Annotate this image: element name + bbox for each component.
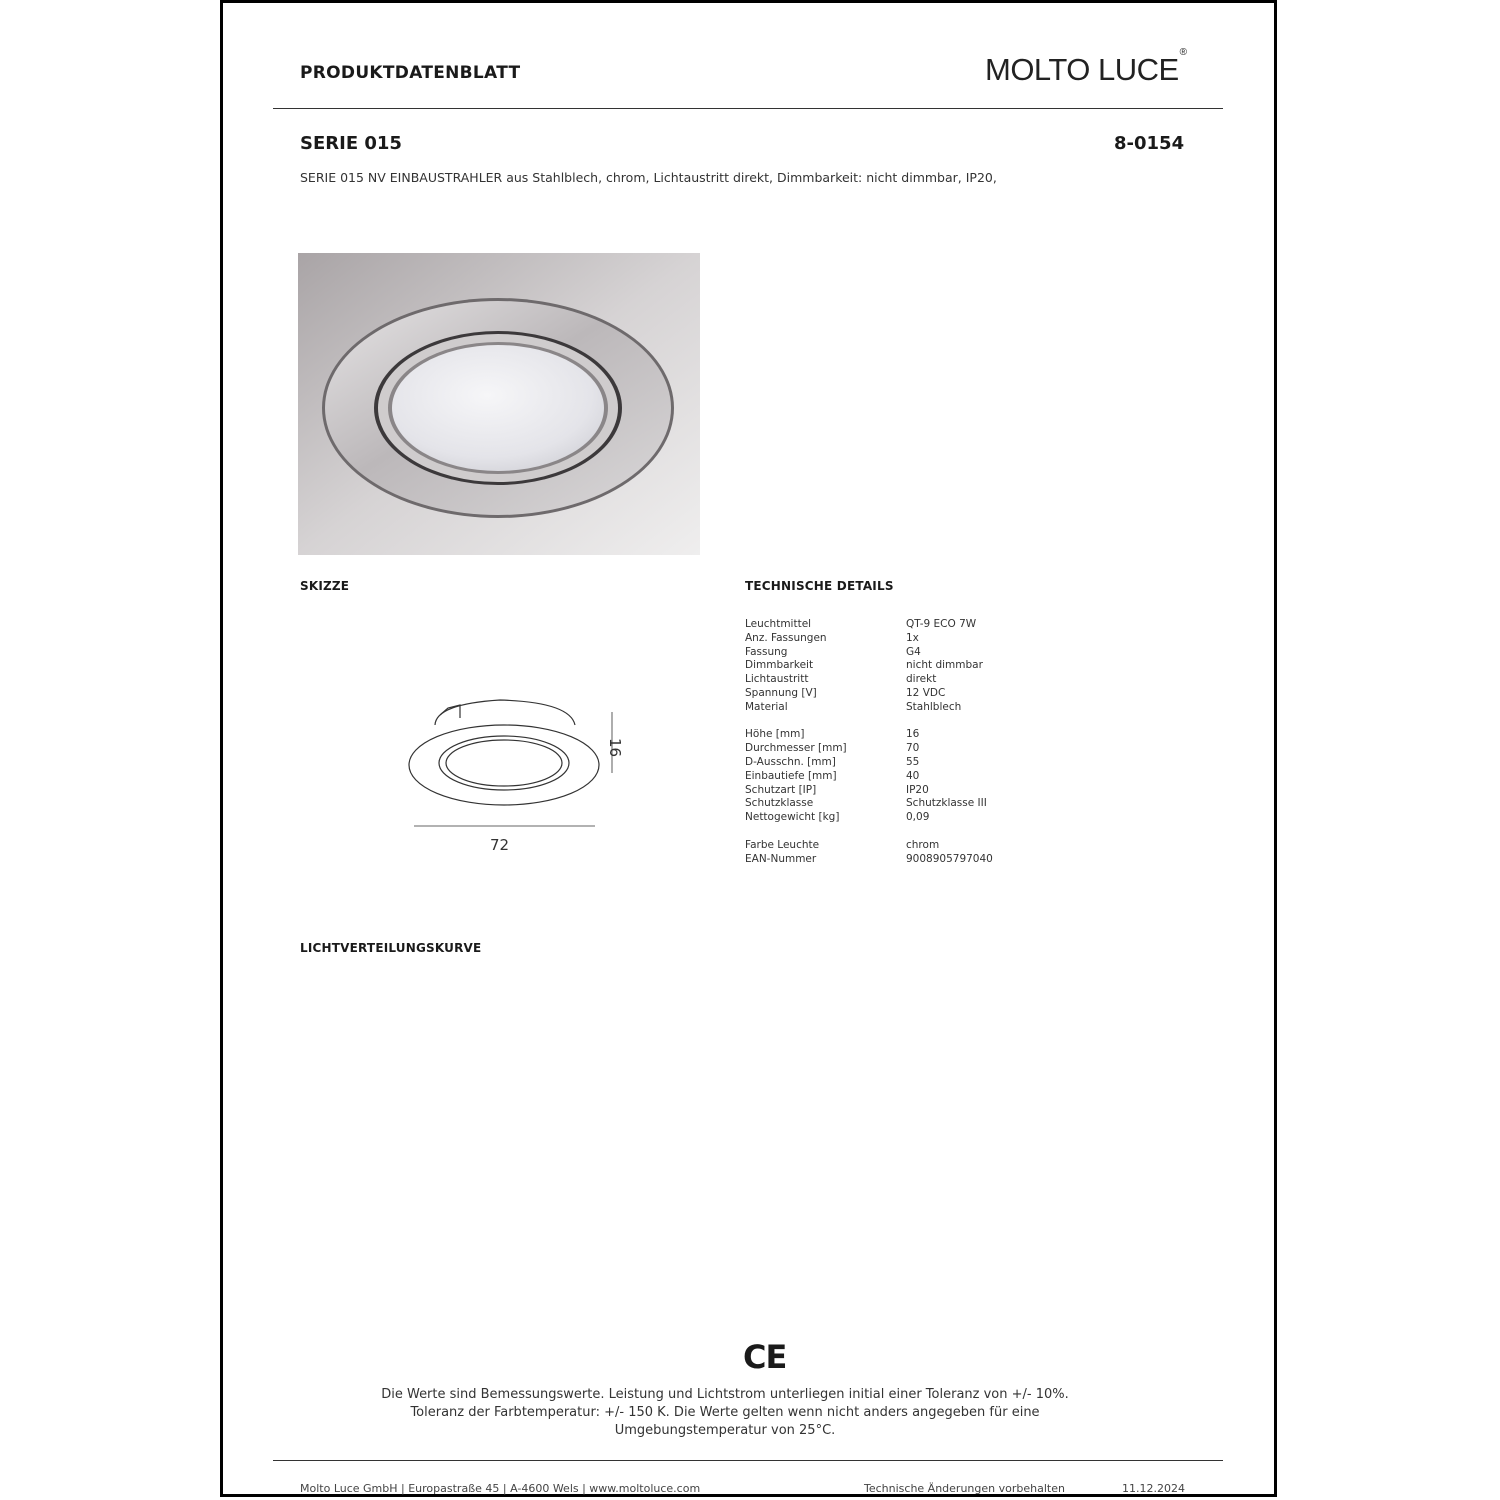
technical-sketch: [400, 690, 650, 860]
footer-date: 11.12.2024: [1122, 1482, 1185, 1495]
document-title: PRODUKTDATENBLATT: [300, 63, 521, 83]
ce-mark: CE: [743, 1338, 787, 1376]
note-line-3: Umgebungstemperatur von 25°C.: [614, 1423, 836, 1438]
header-divider: [273, 108, 1223, 109]
product-photo: [298, 253, 700, 555]
tech-row: EAN-Nummer 9008905797040: [745, 852, 993, 865]
product-description: SERIE 015 NV EINBAUSTRAHLER aus Stahlblech, chrom, Lichtaustritt direkt, Dimmbarkeit: nicht dimmbar, IP20,: [300, 170, 997, 185]
tech-row: Anz. Fassungen 1x: [745, 631, 919, 644]
tech-row: Schutzart [IP] IP20: [745, 783, 929, 796]
tech-row: Einbautiefe [mm] 40: [745, 769, 920, 782]
section-tech-heading: TECHNISCHE DETAILS: [745, 579, 894, 593]
product-series: SERIE 015: [300, 133, 402, 154]
sketch-height-label: 16: [606, 738, 624, 758]
tech-row: Fassung G4: [745, 645, 921, 658]
tech-row: Lichtaustritt direkt: [745, 673, 937, 686]
footer-company: Molto Luce GmbH | Europastraße 45 | A-4600 Wels | www.moltoluce.com: [300, 1482, 701, 1495]
brand-logo: MOLTO LUCE®: [985, 46, 1187, 87]
tech-details-table: [745, 618, 993, 866]
tech-row: Farbe Leuchte chrom: [745, 838, 940, 851]
tech-row: Höhe [mm] 16: [745, 728, 920, 741]
tech-row: Material Stahlblech: [745, 700, 962, 713]
footer-divider: [273, 1460, 1223, 1461]
tech-row: Leuchtmittel QT-9 ECO 7W: [745, 618, 977, 630]
sketch-width-label: 72: [490, 836, 510, 854]
tech-row: Dimmbarkeit nicht dimmbar: [745, 659, 983, 672]
note-line-2: Toleranz der Farbtemperatur: +/- 150 K. Die Werte gelten wenn nicht anders angegeben für eine: [410, 1405, 1040, 1420]
article-number: 8-0154: [1114, 133, 1185, 154]
tech-row: D-Ausschn. [mm] 55: [745, 755, 920, 768]
tech-row: Spannung [V] 12 VDC: [745, 686, 946, 699]
section-sketch-heading: SKIZZE: [300, 579, 350, 593]
section-light-curve-heading: LICHTVERTEILUNGSKURVE: [300, 941, 482, 955]
tech-row: Schutzklasse Schutzklasse III: [745, 797, 987, 810]
footer-disclaimer: Technische Änderungen vorbehalten: [864, 1482, 1065, 1495]
note-line-1: Die Werte sind Bemessungswerte. Leistung und Lichtstrom unterliegen initial einer Toleranz von +/- 10%.: [381, 1387, 1069, 1402]
tech-row: Durchmesser [mm] 70: [745, 742, 920, 755]
tech-row: Nettogewicht [kg] 0,09: [745, 811, 930, 824]
